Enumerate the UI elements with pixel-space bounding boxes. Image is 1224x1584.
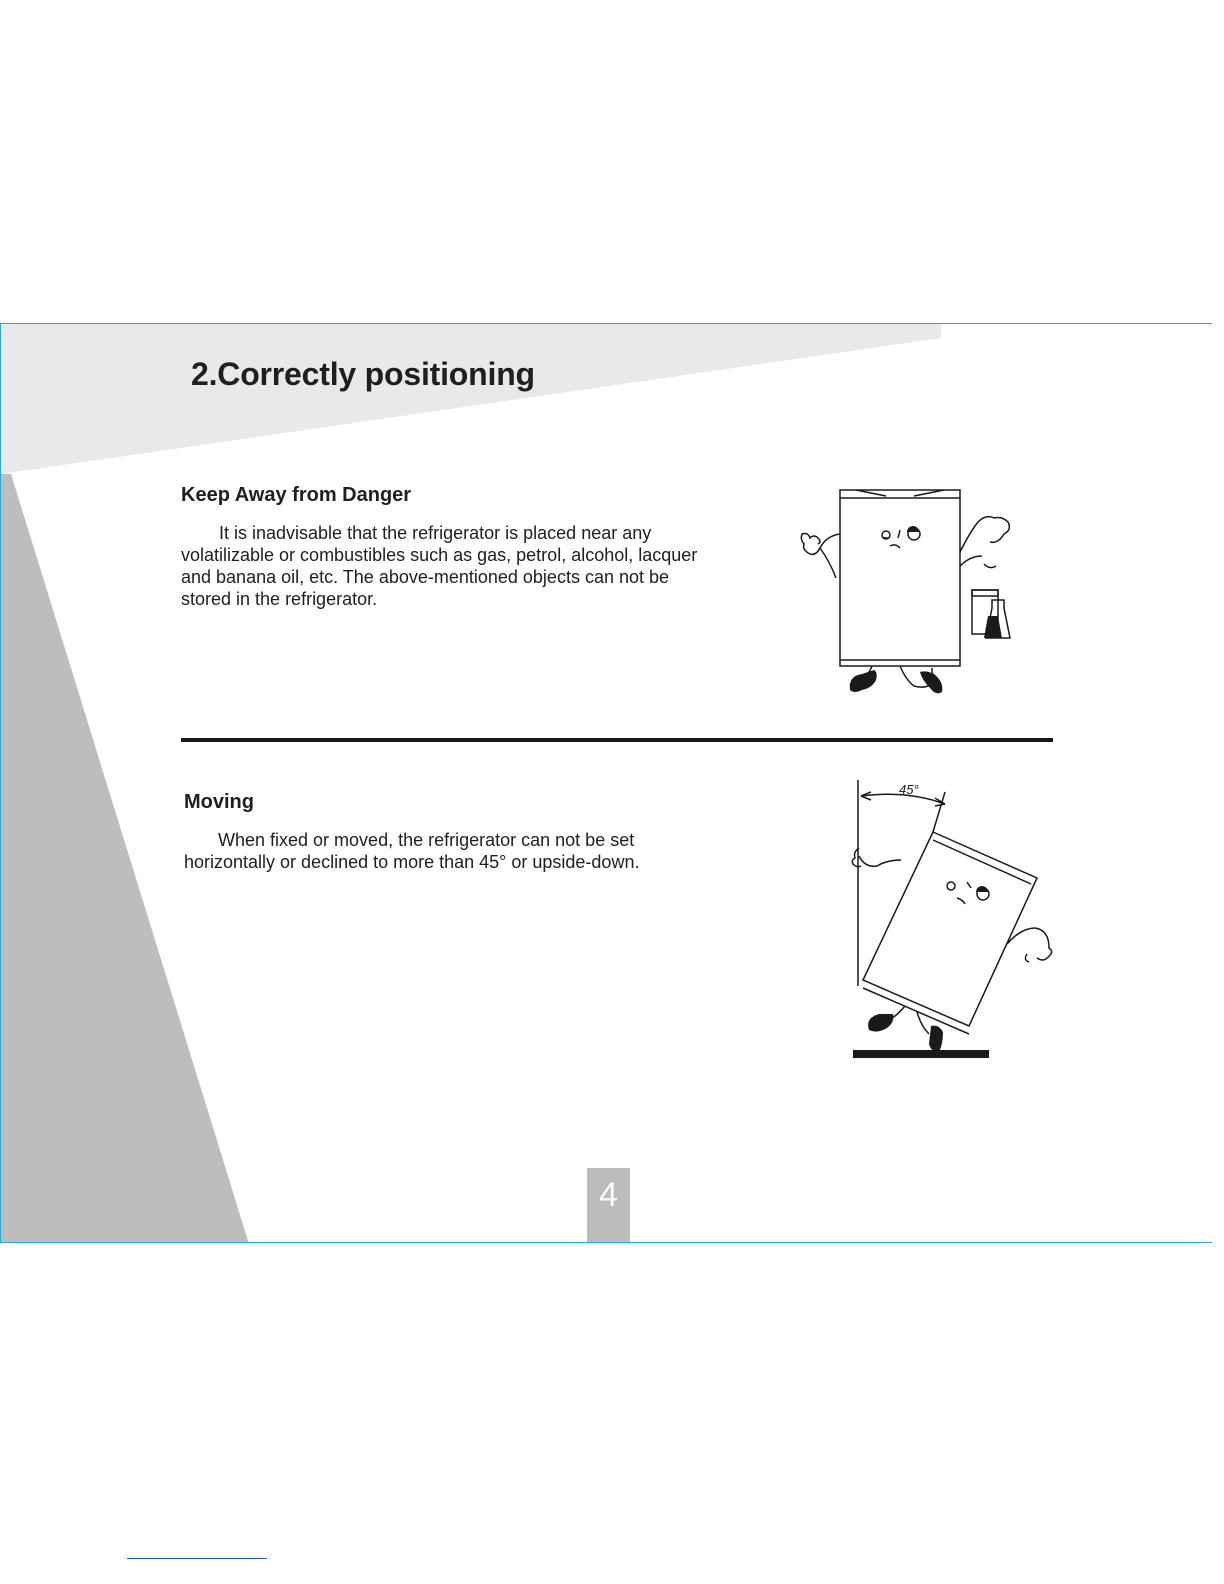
danger-line-4: stored in the refrigerator. [181, 589, 378, 609]
section-heading-danger: Keep Away from Danger [181, 484, 412, 506]
section-heading-moving: Moving [184, 791, 254, 813]
moving-line-2: horizontally or declined to more than 45° or upside-down. [184, 852, 640, 872]
header-band [1, 324, 941, 474]
danger-line-3: and banana oil, etc. The above-mentioned objects can not be [181, 567, 670, 587]
page-number-box [587, 1168, 630, 1243]
page-number: 4 [599, 1176, 618, 1214]
page-frame [0, 323, 1212, 1243]
danger-line-1: It is inadvisable that the refrigerator is placed near any [219, 523, 652, 543]
section-body-danger [181, 522, 781, 610]
footer-link-line [127, 1558, 267, 1559]
fridge-tilt-illustration [841, 774, 1061, 1074]
section-body-moving [184, 829, 744, 873]
floor-bar [853, 1050, 989, 1058]
fridge-danger-illustration [796, 482, 1026, 712]
section-divider [181, 738, 1053, 742]
angle-label: 45° [899, 782, 919, 797]
moving-line-1: When fixed or moved, the refrigerator can not be set [218, 830, 635, 850]
page-title: 2.Correctly positioning [191, 356, 535, 392]
danger-line-2: volatilizable or combustibles such as gas, petrol, alcohol, lacquer [181, 545, 698, 565]
